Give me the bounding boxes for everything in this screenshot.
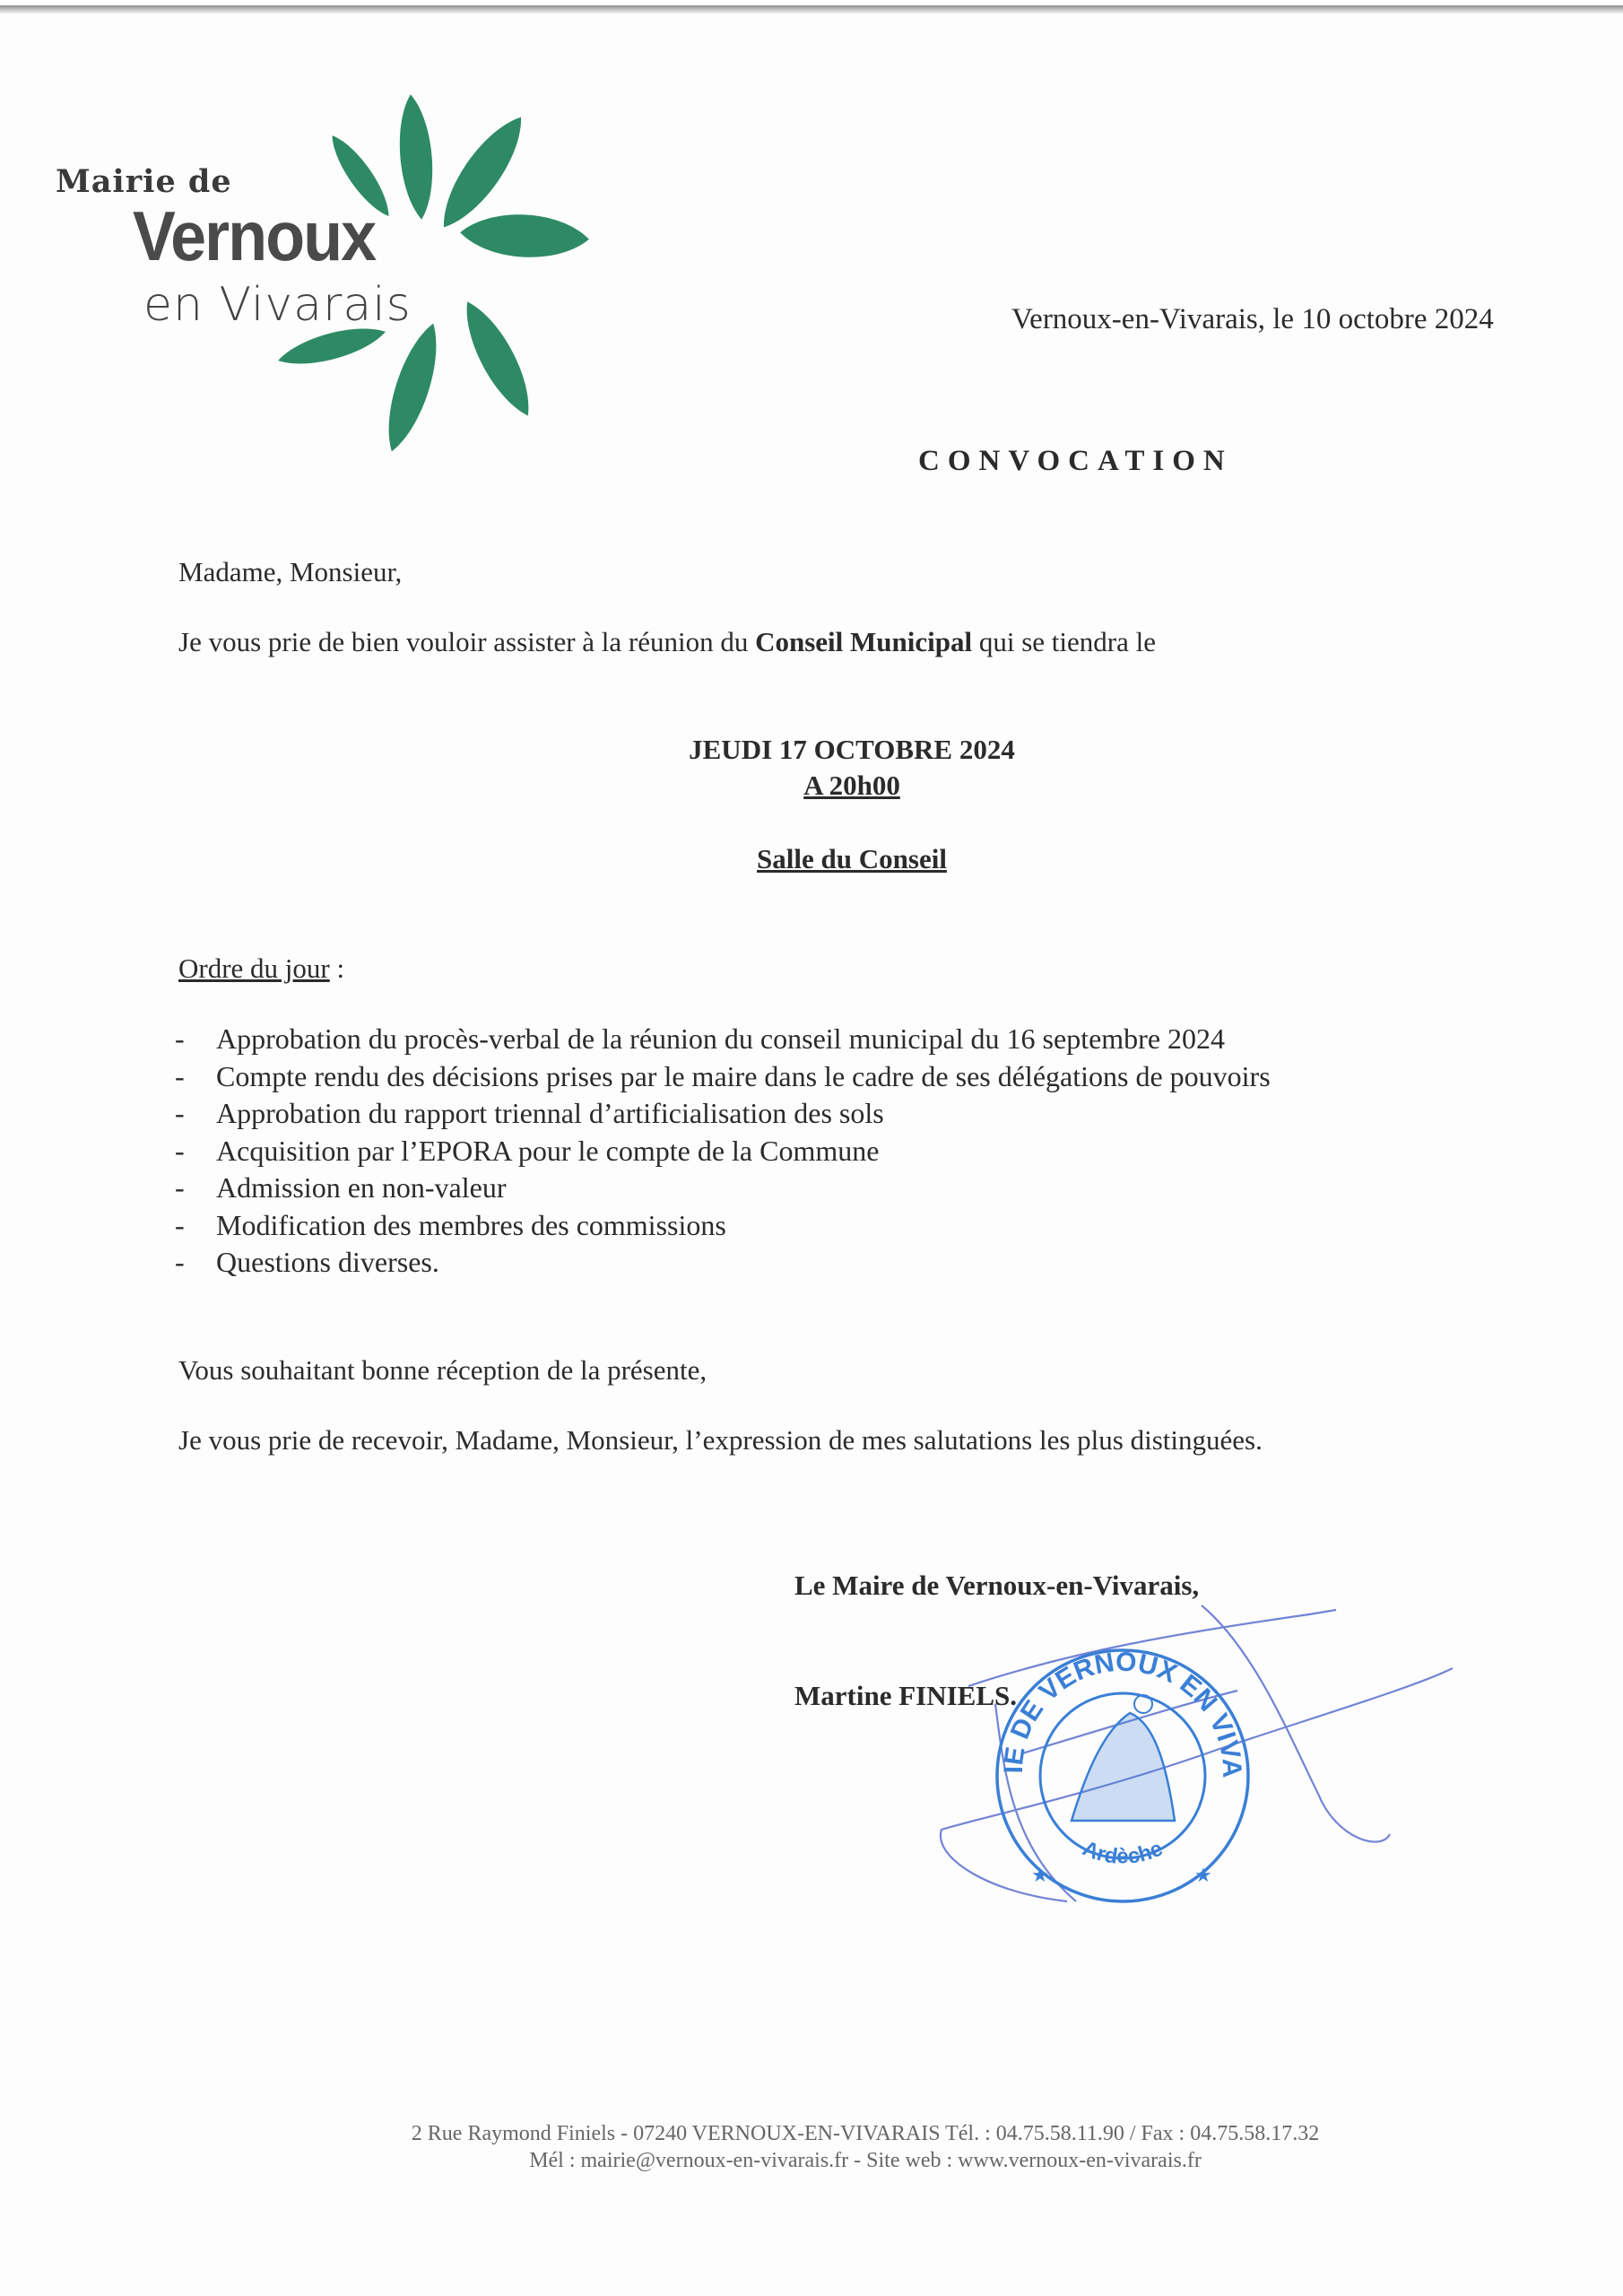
leaf	[376, 318, 448, 457]
document-title: CONVOCATION	[918, 445, 1233, 477]
closing-line-1: Vous souhaitant bonne réception de la présente,	[178, 1354, 707, 1386]
intro-text-bold: Conseil Municipal	[755, 626, 973, 657]
leaf	[459, 212, 590, 261]
bullet-dash: -	[175, 1059, 185, 1092]
agenda-item	[175, 1021, 1271, 1058]
mairie-logo	[36, 63, 610, 484]
agenda-item-text: Modification des membres des commissions	[216, 1208, 726, 1241]
agenda-item	[175, 1207, 1271, 1245]
stamp-text-bottom: Ardèche	[1079, 1836, 1167, 1869]
closing-line-2: Je vous prie de recevoir, Madame, Monsieur, l’expression de mes salutations les plus distinguées.	[178, 1424, 1263, 1456]
intro-text-before: Je vous prie de bien vouloir assister à la réunion du	[178, 626, 756, 657]
official-stamp-and-signature	[915, 1596, 1488, 1919]
star-icon: ★	[1194, 1864, 1212, 1886]
agenda-item-text: Admission en non-valeur	[216, 1171, 507, 1204]
place-and-date: Vernoux-en-Vivarais, le 10 octobre 2024	[1011, 303, 1494, 335]
stamp-icon	[915, 1596, 1488, 1919]
agenda-item-text: Questions diverses.	[216, 1246, 439, 1278]
agenda-item	[175, 1095, 1271, 1133]
leaf	[453, 294, 542, 423]
agenda-list	[175, 1021, 1271, 1282]
intro-text-after: qui se tiendra le	[972, 626, 1157, 657]
agenda-heading-text: Ordre du jour	[178, 952, 330, 984]
logo-line-vernoux: Vernoux	[133, 196, 376, 275]
signer-name: Martine FINIELS.	[794, 1680, 1017, 1711]
bullet-dash: -	[175, 1022, 185, 1055]
bullet-dash: -	[175, 1097, 185, 1129]
agenda-item	[175, 1244, 1271, 1282]
agenda-item-text: Approbation du rapport triennal d’artificialisation des sols	[216, 1097, 884, 1129]
agenda-item-text: Acquisition par l’EPORA pour le compte de la Commune	[216, 1134, 880, 1167]
meeting-place-text: Salle du Conseil	[757, 843, 947, 874]
agenda-heading	[178, 952, 344, 985]
footer-contact: Mél : mairie@vernoux-en-vivarais.fr - Site web : www.vernoux-en-vivarais.fr	[529, 2149, 1202, 2172]
agenda-item-text: Compte rendu des décisions prises par le maire dans le cadre de ses délégations de pouvoirs	[216, 1059, 1271, 1092]
agenda-heading-colon: :	[329, 952, 345, 984]
bullet-dash: -	[175, 1171, 185, 1204]
star-icon: ★	[1031, 1864, 1049, 1886]
salutation: Madame, Monsieur,	[178, 556, 403, 587]
logo-line-vivarais: en Vivarais	[143, 278, 412, 332]
leaf	[395, 93, 437, 222]
bullet-dash: -	[175, 1208, 185, 1241]
agenda-item-text: Approbation du procès-verbal de la réunion du conseil municipal du 16 septembre 2024	[216, 1022, 1226, 1055]
logo-line-mairie: Mairie de	[56, 163, 232, 200]
meeting-time	[0, 770, 1623, 802]
agenda-item	[175, 1133, 1271, 1170]
stamp-text-top: IE DE VERNOUX EN VIVA	[998, 1647, 1247, 1779]
agenda-item	[175, 1058, 1271, 1096]
bullet-dash: -	[175, 1246, 185, 1278]
meeting-time-text: A 20h00	[803, 770, 900, 801]
intro-paragraph	[178, 626, 1156, 658]
meeting-place	[0, 843, 1623, 875]
scan-top-edge	[0, 5, 1623, 14]
footer-address: 2 Rue Raymond Finiels - 07240 VERNOUX-EN-VIVARAIS Tél. : 04.75.58.11.90 / Fax : 04.75.58.17.32	[411, 2122, 1320, 2145]
signer-title: Le Maire de Vernoux-en-Vivarais,	[794, 1570, 1200, 1601]
agenda-item	[175, 1170, 1271, 1207]
meeting-date: JEUDI 17 OCTOBRE 2024	[689, 734, 1015, 765]
bullet-dash: -	[175, 1134, 185, 1167]
